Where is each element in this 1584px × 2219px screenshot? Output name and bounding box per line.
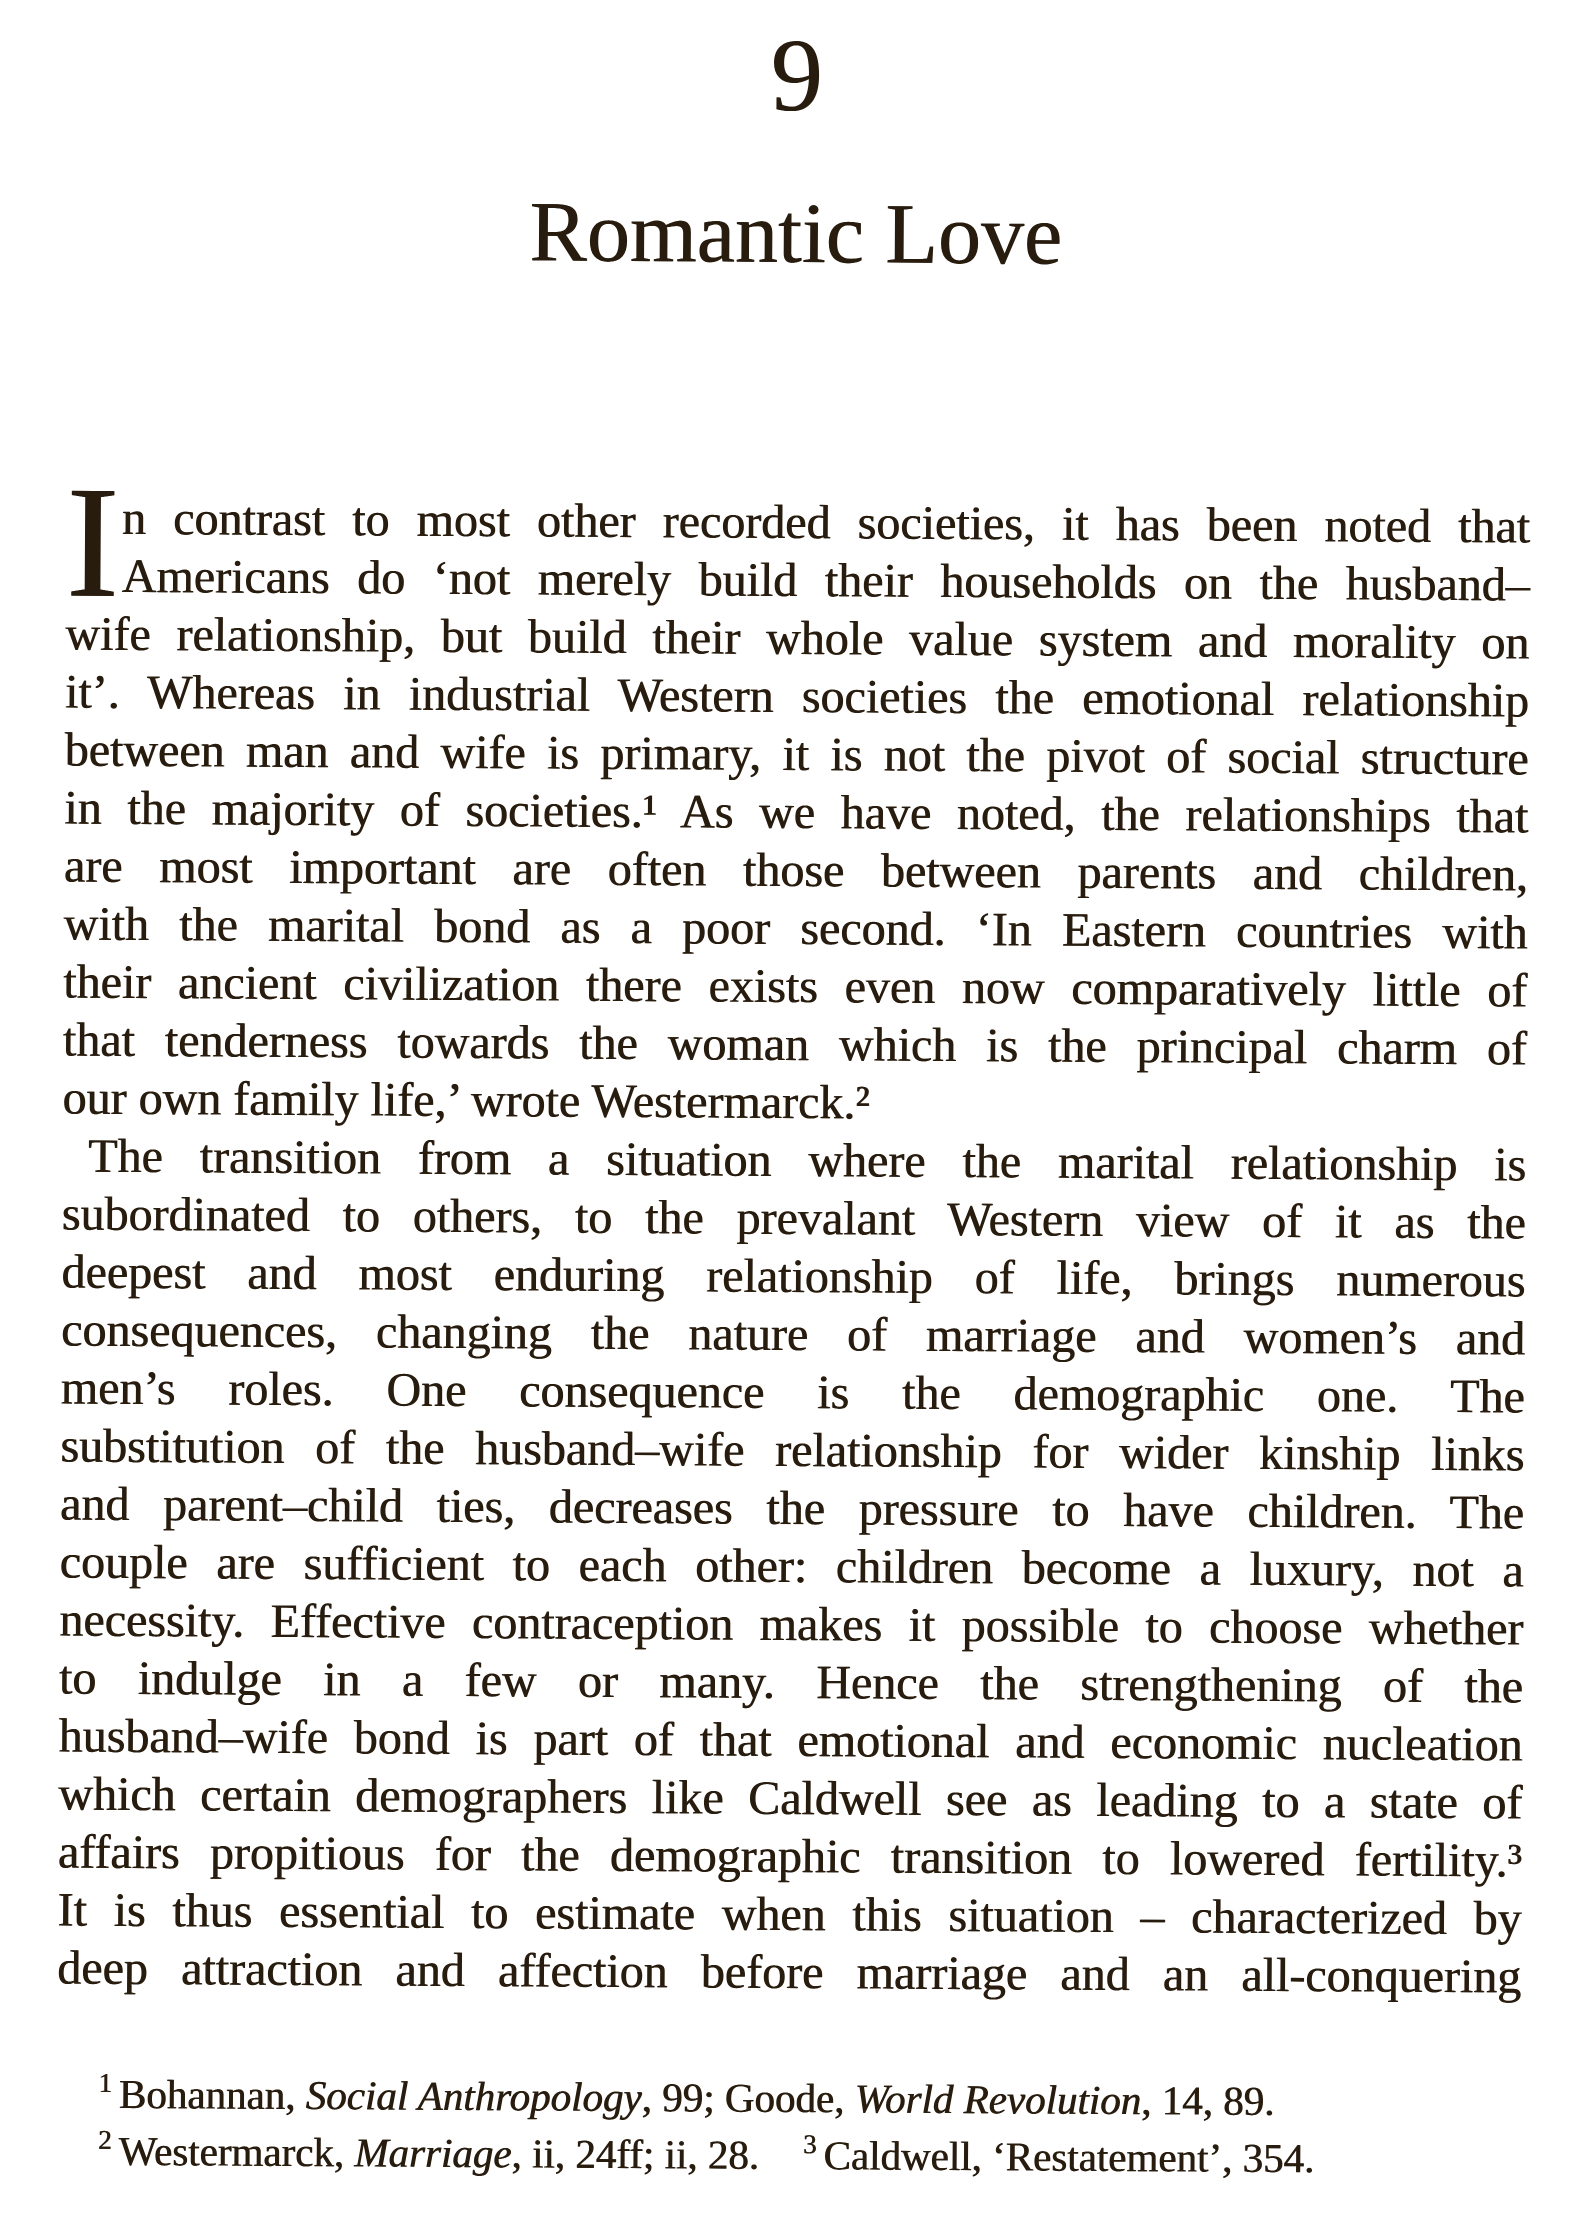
footnote [98, 2067, 1275, 2124]
paragraph-1 [62, 452, 1531, 1137]
text-line: with the marital bond as a poor second. ‘In Eastern countries with [63, 897, 1528, 960]
text-line: and parent–child ties, decreases the pressure to have children. The [60, 1477, 1525, 1540]
text-line: are most important are often those between parents and children, [63, 839, 1529, 902]
footnotes [98, 2068, 1519, 2191]
text-line: The transition from a situation where the marital relationship is [88, 1129, 1527, 1192]
text-line: to indulge in a few or many. Hence the strengthening of the [58, 1651, 1524, 1714]
chapter-title: Romantic Love [529, 183, 1063, 283]
text-line: in the majority of societies.¹ As we have noted, the relationships that [64, 781, 1529, 844]
text-line: their ancient civilization there exists even now comparatively little of [63, 955, 1528, 1018]
footnote-text-segment: , 99; Goode, [641, 2074, 855, 2122]
text-line: substitution of the husband–wife relationship for wider kinship links [60, 1419, 1525, 1482]
text-line: deep attraction and affection before marriage and an all-conquering [57, 1941, 1522, 2004]
text-line: which certain demographers like Caldwell see as leading to a state of [58, 1767, 1523, 1830]
text-line: It is thus essential to estimate when this situation – characterized by [57, 1883, 1522, 1946]
text-line: wife relationship, but build their whole value system and morality on [65, 607, 1530, 670]
body-text [57, 452, 1531, 2007]
footnote [803, 2129, 1315, 2182]
text-line: between man and wife is primary, it is not the pivot of social structure [64, 723, 1529, 786]
text-line: deepest and most enduring relationship of life, brings numerous [61, 1245, 1526, 1308]
text-line: husband–wife bond is part of that emotional and economic nucleation [58, 1709, 1523, 1772]
footnote-marker: 1 [98, 2067, 113, 2098]
text-line: men’s roles. One consequence is the demographic one. The [60, 1361, 1526, 1424]
chapter-number: 9 [770, 17, 824, 134]
footnote-text-segment: Bohannan, [118, 2070, 307, 2119]
footnote-text-segment: Social Anthropology [305, 2072, 642, 2121]
text-line: that tenderness towards the woman which is the principal charm of [62, 1013, 1528, 1076]
footnote-text-segment: , ii, 24ff; ii, 28. [511, 2130, 760, 2178]
footnote-text-segment: Westermarck, [118, 2127, 355, 2176]
text-line: necessity. Effective contraception makes it possible to choose whether [59, 1593, 1524, 1656]
footnote [98, 2124, 760, 2178]
footnote-text-segment: Caldwell, ‘Restatement’, 354. [823, 2132, 1315, 2182]
footnote-text-segment: , 14, 89. [1141, 2077, 1275, 2124]
footnote-marker: 2 [98, 2124, 112, 2155]
footnote-marker: 3 [803, 2129, 817, 2160]
text-line: Americans do ‘not merely build their households on the husband– [121, 549, 1531, 612]
text-line: consequences, changing the nature of marriage and women’s and [61, 1303, 1526, 1366]
footnote-line [98, 2125, 1518, 2191]
text-line: couple are sufficient to each other: children become a luxury, not a [59, 1535, 1525, 1598]
text-line: n contrast to most other recorded societies, it has been noted that [122, 491, 1531, 554]
text-line: affairs propitious for the demographic transition to lowered fertility.³ [57, 1825, 1523, 1888]
paragraph-2 [57, 1128, 1526, 2007]
footnote-text-segment: World Revolution [854, 2075, 1142, 2124]
text-line: subordinated to others, to the prevalant Western view of it as the [61, 1187, 1527, 1250]
drop-cap: I [65, 452, 120, 631]
text-line: our own family life,’ wrote Westermarck.² [62, 1071, 870, 1130]
text-line: it’. Whereas in industrial Western societies the emotional relationship [65, 665, 1530, 728]
footnote-text-segment: Marriage [354, 2129, 512, 2177]
